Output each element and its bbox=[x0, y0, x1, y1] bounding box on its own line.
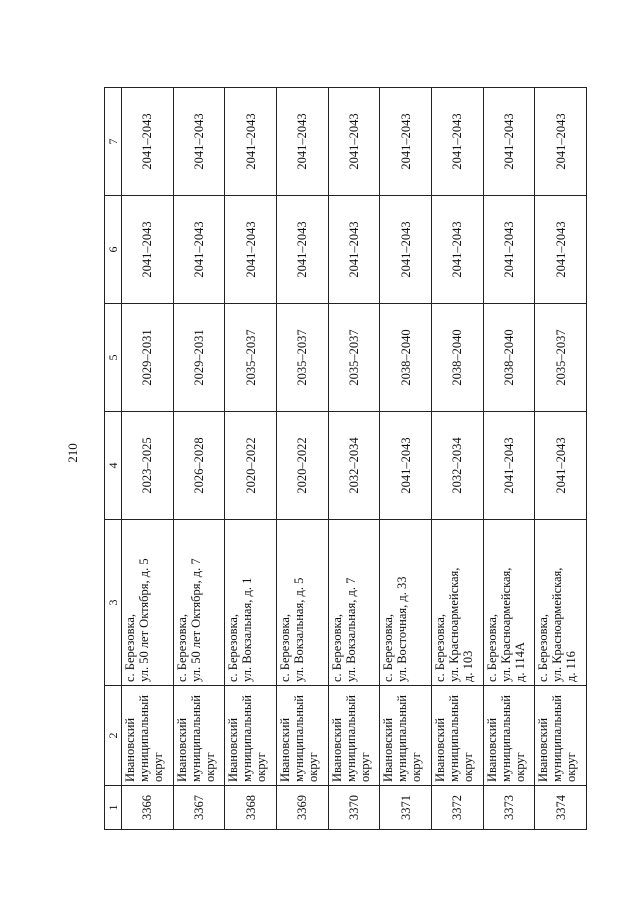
municipality-cell bbox=[431, 686, 483, 786]
period-cell: 2041–2043 bbox=[173, 88, 225, 196]
period-cell: 2041–2043 bbox=[535, 196, 587, 304]
table-row bbox=[535, 88, 587, 830]
address-line: ул. Красноармейская, bbox=[550, 567, 565, 682]
row-number-cell: 3366 bbox=[122, 786, 174, 830]
municipality-line: муниципальный bbox=[137, 695, 151, 782]
municipality-line: округ bbox=[357, 752, 372, 782]
address-line: ул. 50 лет Октября, д. 5 bbox=[137, 558, 151, 682]
table-row bbox=[380, 88, 432, 830]
header-cell: 5 bbox=[105, 304, 122, 412]
municipality-line: муниципальный bbox=[550, 695, 565, 782]
period-cell: 2035–2037 bbox=[535, 304, 587, 412]
address-line: с. Березовка, bbox=[329, 613, 344, 682]
table-row bbox=[173, 88, 225, 830]
address-line: д. 103 bbox=[460, 650, 475, 682]
address-line: д. 114А bbox=[512, 642, 527, 682]
period-cell: 2041–2043 bbox=[276, 88, 328, 196]
municipality-cell bbox=[328, 686, 380, 786]
municipality-line: Ивановский bbox=[536, 717, 551, 782]
address-line: с. Березовка, bbox=[277, 613, 292, 682]
period-cell: 2041–2043 bbox=[431, 196, 483, 304]
header-cell: 2 bbox=[105, 686, 122, 786]
municipality-line: округ bbox=[305, 752, 320, 782]
period-cell: 2041–2043 bbox=[380, 196, 432, 304]
municipality-line: муниципальный bbox=[498, 695, 513, 782]
municipality-line: муниципальный bbox=[395, 695, 410, 782]
address-cell bbox=[225, 520, 277, 686]
period-cell: 2041–2043 bbox=[483, 412, 535, 520]
period-cell: 2035–2037 bbox=[276, 304, 328, 412]
header-cell: 7 bbox=[105, 88, 122, 196]
municipality-cell bbox=[225, 686, 277, 786]
municipality-line: округ bbox=[254, 752, 269, 782]
municipality-line: округ bbox=[460, 752, 475, 782]
address-line: ул. Красноармейская, bbox=[446, 567, 461, 682]
table-row bbox=[225, 88, 277, 830]
municipality-line: округ bbox=[512, 752, 527, 782]
period-cell: 2041–2043 bbox=[173, 196, 225, 304]
period-cell: 2032–2034 bbox=[328, 412, 380, 520]
period-cell: 2026–2028 bbox=[173, 412, 225, 520]
address-line: ул. Вокзальная, д. 5 bbox=[291, 577, 306, 682]
header-cell: 1 bbox=[105, 786, 122, 830]
address-line: с. Березовка, bbox=[432, 613, 447, 682]
municipality-line: муниципальный bbox=[291, 695, 306, 782]
municipality-line: Ивановский bbox=[484, 717, 499, 782]
page-number: 210 bbox=[65, 443, 80, 463]
period-cell: 2041–2043 bbox=[328, 196, 380, 304]
row-number-cell: 3373 bbox=[483, 786, 535, 830]
municipality-line: Ивановский bbox=[174, 717, 189, 782]
period-cell: 2041–2043 bbox=[276, 196, 328, 304]
address-cell bbox=[483, 520, 535, 686]
address-line: д. 116 bbox=[564, 651, 579, 682]
period-cell: 2041–2043 bbox=[380, 88, 432, 196]
table-row bbox=[431, 88, 483, 830]
municipality-cell bbox=[173, 686, 225, 786]
address-line: ул. Вокзальная, д. 7 bbox=[343, 577, 358, 682]
address-cell bbox=[431, 520, 483, 686]
address-cell bbox=[173, 520, 225, 686]
address-line: ул. 50 лет Октября, д. 7 bbox=[188, 558, 203, 682]
header-cell: 4 bbox=[105, 412, 122, 520]
municipality-cell bbox=[535, 686, 587, 786]
address-line: с. Березовка, bbox=[123, 613, 137, 682]
row-number-cell: 3368 bbox=[225, 786, 277, 830]
address-cell bbox=[122, 520, 174, 686]
schedule-table bbox=[104, 87, 587, 830]
municipality-line: Ивановский bbox=[329, 717, 344, 782]
header-cell: 3 bbox=[105, 520, 122, 686]
municipality-line: округ bbox=[202, 752, 217, 782]
municipality-cell bbox=[122, 686, 174, 786]
row-number-cell: 3370 bbox=[328, 786, 380, 830]
period-cell: 2038–2040 bbox=[431, 304, 483, 412]
address-line: с. Березовка, bbox=[381, 613, 396, 682]
address-line: ул. Красноармейская, bbox=[498, 567, 513, 682]
municipality-line: Ивановский bbox=[432, 717, 447, 782]
period-cell: 2041–2043 bbox=[225, 88, 277, 196]
row-number-cell: 3374 bbox=[535, 786, 587, 830]
address-line: с. Березовка, bbox=[484, 613, 499, 682]
address-cell bbox=[535, 520, 587, 686]
header-row bbox=[105, 88, 122, 830]
municipality-line: округ bbox=[409, 752, 424, 782]
period-cell: 2029–2031 bbox=[173, 304, 225, 412]
row-number-cell: 3371 bbox=[380, 786, 432, 830]
period-cell: 2041–2043 bbox=[122, 196, 174, 304]
address-cell bbox=[380, 520, 432, 686]
period-cell: 2038–2040 bbox=[380, 304, 432, 412]
period-cell: 2041–2043 bbox=[380, 412, 432, 520]
address-line: с. Березовка, bbox=[536, 613, 551, 682]
period-cell: 2041–2043 bbox=[431, 88, 483, 196]
period-cell: 2041–2043 bbox=[483, 88, 535, 196]
table-row bbox=[328, 88, 380, 830]
municipality-cell bbox=[483, 686, 535, 786]
municipality-line: Ивановский bbox=[226, 717, 241, 782]
period-cell: 2041–2043 bbox=[122, 88, 174, 196]
municipality-line: Ивановский bbox=[381, 717, 396, 782]
period-cell: 2020–2022 bbox=[276, 412, 328, 520]
municipality-line: муниципальный bbox=[188, 695, 203, 782]
municipality-line: округ bbox=[564, 752, 579, 782]
municipality-cell bbox=[276, 686, 328, 786]
table-row bbox=[122, 88, 174, 830]
period-cell: 2038–2040 bbox=[483, 304, 535, 412]
address-cell bbox=[328, 520, 380, 686]
row-number-cell: 3372 bbox=[431, 786, 483, 830]
period-cell: 2035–2037 bbox=[328, 304, 380, 412]
period-cell: 2020–2022 bbox=[225, 412, 277, 520]
period-cell: 2041–2043 bbox=[328, 88, 380, 196]
table-row bbox=[276, 88, 328, 830]
table-row bbox=[483, 88, 535, 830]
address-line: с. Березовка, bbox=[226, 613, 241, 682]
municipality-line: округ bbox=[151, 752, 165, 782]
table-container bbox=[104, 88, 587, 830]
address-line: ул. Восточная, д. 33 bbox=[395, 576, 410, 682]
period-cell: 2041–2043 bbox=[535, 412, 587, 520]
period-cell: 2029–2031 bbox=[122, 304, 174, 412]
period-cell: 2041–2043 bbox=[483, 196, 535, 304]
municipality-line: муниципальный bbox=[240, 695, 255, 782]
municipality-line: Ивановский bbox=[277, 717, 292, 782]
municipality-line: муниципальный bbox=[446, 695, 461, 782]
address-line: ул. Вокзальная, д. 1 bbox=[240, 577, 255, 682]
period-cell: 2023–2025 bbox=[122, 412, 174, 520]
period-cell: 2041–2043 bbox=[535, 88, 587, 196]
address-line: с. Березовка, bbox=[174, 613, 189, 682]
municipality-line: муниципальный bbox=[343, 695, 358, 782]
row-number-cell: 3367 bbox=[173, 786, 225, 830]
municipality-cell bbox=[380, 686, 432, 786]
period-cell: 2032–2034 bbox=[431, 412, 483, 520]
municipality-line: Ивановский bbox=[123, 717, 137, 782]
period-cell: 2035–2037 bbox=[225, 304, 277, 412]
header-cell: 6 bbox=[105, 196, 122, 304]
address-cell bbox=[276, 520, 328, 686]
row-number-cell: 3369 bbox=[276, 786, 328, 830]
period-cell: 2041–2043 bbox=[225, 196, 277, 304]
